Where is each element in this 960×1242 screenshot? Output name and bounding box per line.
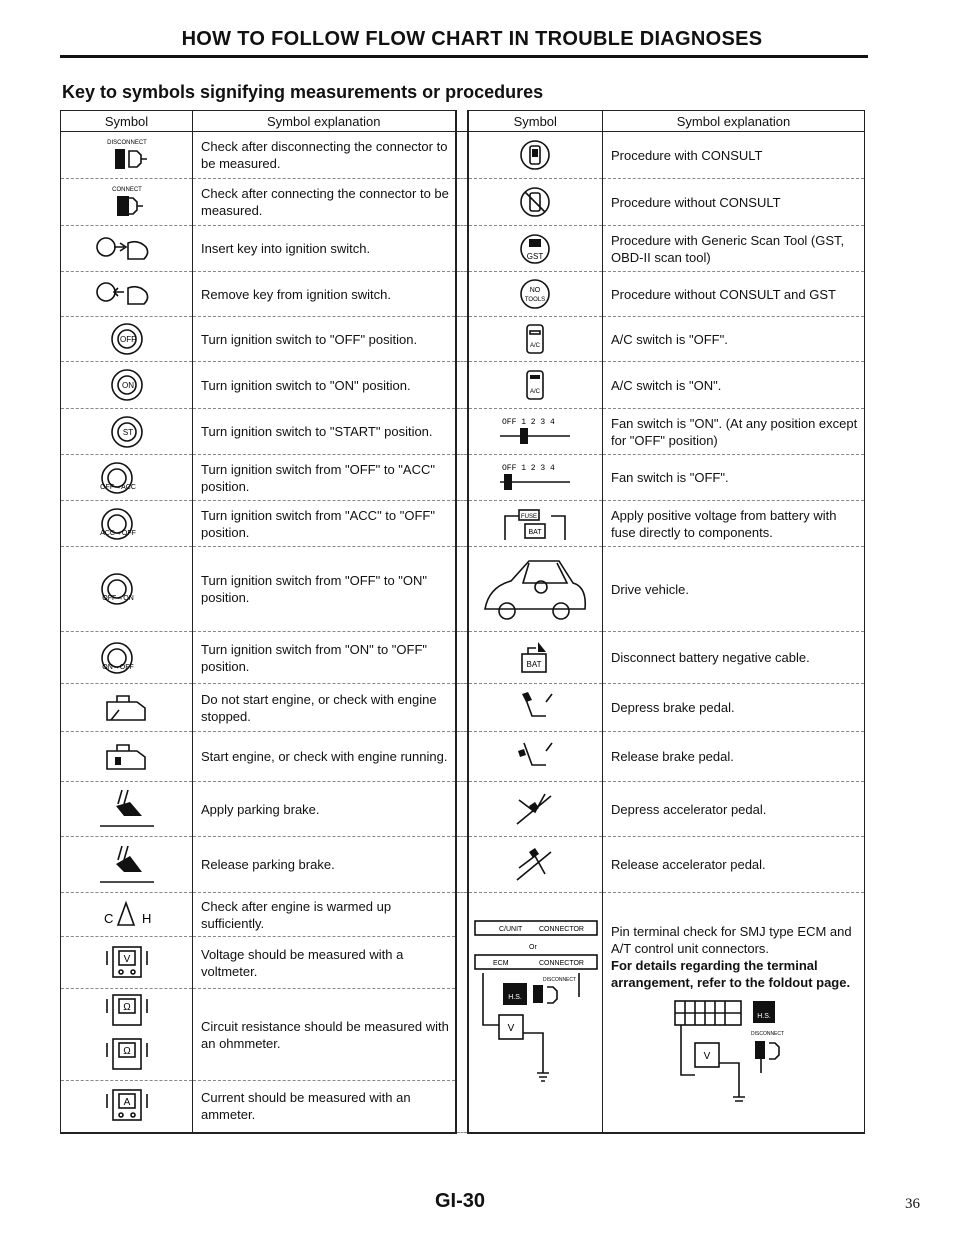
header-symbol-left: Symbol [61, 111, 193, 132]
svg-text:DISCONNECT: DISCONNECT [106, 140, 147, 146]
table-cell: Turn ignition switch from "ON" to "OFF" position. [193, 632, 456, 684]
table-cell: Turn ignition switch from "OFF" to "ON" position. [193, 547, 456, 632]
table-cell: Release parking brake. [193, 837, 456, 893]
gst-icon [468, 226, 603, 272]
ignition-on-icon [61, 362, 193, 409]
table-cell: Circuit resistance should be measured with an ohmmeter. [193, 989, 456, 1081]
svg-text:FUSE: FUSE [521, 513, 538, 520]
table-cell: Remove key from ignition switch. [193, 272, 456, 317]
symbol-table [60, 110, 865, 1134]
svg-text:C: C [103, 910, 113, 926]
sheet-number: 36 [905, 1196, 920, 1212]
svg-text:GST: GST [527, 251, 544, 261]
page-title: HOW TO FOLLOW FLOW CHART IN TROUBLE DIAGNOSES [181, 28, 763, 50]
svg-text:H.S.: H.S. [507, 994, 522, 1001]
fan-off-icon [468, 455, 603, 501]
table-cell: Fan switch is "OFF". [603, 455, 865, 501]
svg-text:DISCONNECT: DISCONNECT [751, 1031, 785, 1037]
table-cell: Check after connecting the connector to be measured. [193, 179, 456, 226]
table-cell: Drive vehicle. [603, 547, 865, 632]
svg-text:CONNECTOR: CONNECTOR [538, 960, 584, 967]
table-cell: Turn ignition switch to "OFF" position. [193, 317, 456, 362]
ignition-on-off-icon [61, 632, 193, 684]
svg-text:OFF 1 2 3 4: OFF 1 2 3 4 [502, 417, 556, 427]
svg-text:C/UNIT: C/UNIT [498, 926, 522, 933]
svg-text:A/C: A/C [530, 343, 541, 349]
engine-stopped-icon [61, 684, 193, 732]
remove-key-icon [61, 272, 193, 317]
table-cell: Turn ignition switch from "ACC" to "OFF" position. [193, 501, 456, 547]
no-tools-icon [468, 272, 603, 317]
svg-text:V: V [507, 1023, 514, 1034]
table-cell: Check after disconnecting the connector to be measured. [193, 132, 456, 179]
svg-text:ON: ON [121, 381, 134, 390]
table-cell: Current should be measured with an ammeter. [193, 1081, 456, 1133]
header-explanation-left: Symbol explanation [193, 111, 456, 132]
engine-running-icon [61, 732, 193, 782]
svg-text:OFF: OFF [119, 335, 136, 344]
svg-text:OFF→ACC: OFF→ACC [99, 483, 136, 491]
svg-text:DISCONNECT: DISCONNECT [542, 977, 576, 983]
ac-off-icon [468, 317, 603, 362]
table-cell: Disconnect battery negative cable. [603, 632, 865, 684]
svg-text:A/C: A/C [530, 389, 541, 395]
fan-on-icon [468, 409, 603, 455]
ignition-off-acc-icon [61, 455, 193, 501]
table-cell: Apply parking brake. [193, 782, 456, 837]
consult-icon [468, 132, 603, 179]
engine-warm-icon [61, 893, 193, 937]
ignition-start-icon [61, 409, 193, 455]
ignition-acc-off-icon [61, 501, 193, 547]
table-cell: A/C switch is "OFF". [603, 317, 865, 362]
svg-text:BAT: BAT [528, 528, 542, 536]
ohmmeter-icon [61, 989, 193, 1081]
table-cell: A/C switch is "ON". [603, 362, 865, 409]
connect-connector-icon [61, 179, 193, 226]
table-cell: Check after engine is warmed up sufficiently. [193, 893, 456, 937]
svg-text:Ω: Ω [122, 1045, 131, 1057]
table-cell: Depress brake pedal. [603, 684, 865, 732]
table-cell: Turn ignition switch to "ON" position. [193, 362, 456, 409]
svg-text:ECM: ECM [492, 960, 509, 967]
table-cell: Start engine, or check with engine running. [193, 732, 456, 782]
pin-check-note [603, 893, 865, 1133]
header-symbol-right: Symbol [468, 111, 603, 132]
table-cell: Procedure with Generic Scan Tool (GST, OBD-II scan tool) [603, 226, 865, 272]
depress-accelerator-icon [468, 782, 603, 837]
pin-check-text: Pin terminal check for SMJ type ECM and A/T control unit connectors. [611, 924, 852, 956]
drive-vehicle-icon [468, 547, 603, 632]
page-code: GI-30 [434, 1190, 486, 1212]
svg-text:ST: ST [122, 427, 133, 437]
svg-text:V: V [703, 1051, 711, 1062]
apply-parking-brake-icon [61, 782, 193, 837]
table-cell: Turn ignition switch to "START" position. [193, 409, 456, 455]
svg-text:OFF→ON: OFF→ON [101, 595, 134, 602]
svg-text:Ω: Ω [122, 1001, 131, 1013]
ignition-off-on-icon [61, 547, 193, 632]
ignition-off-icon [61, 317, 193, 362]
table-cell: Turn ignition switch from "OFF" to "ACC" position. [193, 455, 456, 501]
svg-text:CONNECT: CONNECT [111, 187, 142, 193]
table-cell: Insert key into ignition switch. [193, 226, 456, 272]
svg-text:A: A [123, 1097, 130, 1109]
table-cell: Depress accelerator pedal. [603, 782, 865, 837]
svg-text:NO: NO [530, 287, 541, 294]
release-parking-brake-icon [61, 837, 193, 893]
table-cell: Do not start engine, or check with engine stopped. [193, 684, 456, 732]
table-cell: Apply positive voltage from battery with fuse directly to components. [603, 501, 865, 547]
depress-brake-icon [468, 684, 603, 732]
table-cell: Fan switch is "ON". (At any position except for "OFF" position) [603, 409, 865, 455]
svg-text:H: H [141, 910, 151, 926]
svg-text:V: V [123, 953, 130, 965]
title-rule [60, 55, 868, 58]
foldout-connector-diagram [611, 997, 811, 1107]
no-consult-icon [468, 179, 603, 226]
table-cell: Release brake pedal. [603, 732, 865, 782]
table-cell: Procedure with CONSULT [603, 132, 865, 179]
pin-terminal-check-icon [468, 893, 603, 1133]
svg-text:ON→OFF: ON→OFF [101, 663, 134, 671]
svg-text:Or: Or [528, 944, 537, 951]
disconnect-battery-icon [468, 632, 603, 684]
section-subtitle: Key to symbols signifying measurements or procedures [62, 82, 544, 102]
svg-text:OFF 1 2 3 4: OFF 1 2 3 4 [502, 463, 556, 473]
svg-text:BAT: BAT [526, 659, 542, 669]
svg-text:H.S.: H.S. [757, 1013, 771, 1020]
voltmeter-icon [61, 937, 193, 989]
insert-key-icon [61, 226, 193, 272]
svg-text:CONNECTOR: CONNECTOR [538, 926, 584, 933]
fuse-battery-icon [468, 501, 603, 547]
table-cell: Voltage should be measured with a voltmeter. [193, 937, 456, 989]
ac-on-icon [468, 362, 603, 409]
table-cell: Release accelerator pedal. [603, 837, 865, 893]
header-explanation-right: Symbol explanation [603, 111, 865, 132]
pin-check-bold-text: For details regarding the terminal arrangement, refer to the foldout page. [611, 958, 851, 990]
disconnect-connector-icon [61, 132, 193, 179]
ammeter-icon [61, 1081, 193, 1133]
svg-text:ACC→OFF: ACC→OFF [99, 529, 136, 537]
release-brake-icon [468, 732, 603, 782]
table-cell: Procedure without CONSULT and GST [603, 272, 865, 317]
svg-text:TOOLS: TOOLS [525, 297, 546, 303]
table-cell: Procedure without CONSULT [603, 179, 865, 226]
release-accelerator-icon [468, 837, 603, 893]
